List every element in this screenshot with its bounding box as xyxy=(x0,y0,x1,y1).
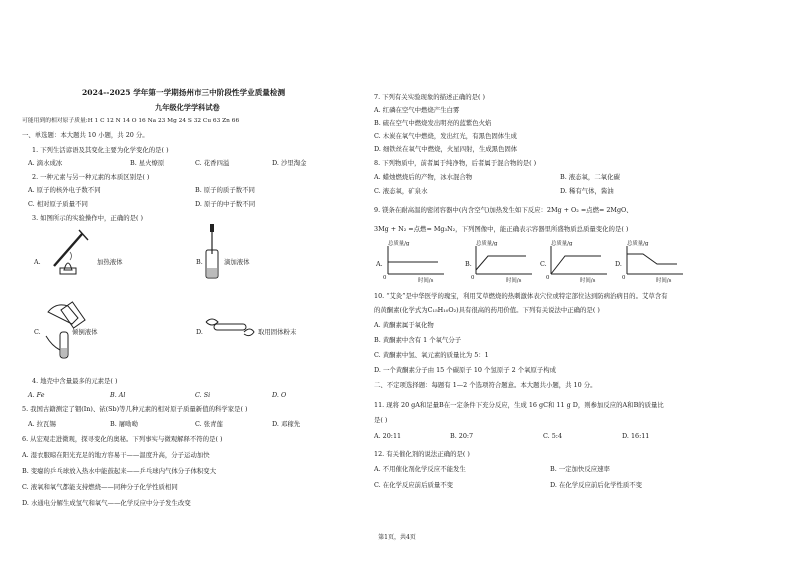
q1-option-a: A. 滴水成冰 xyxy=(28,159,63,167)
question-4: 4. 地壳中含量最多的元素是( ) xyxy=(32,377,118,385)
q4-option-c: C. Si xyxy=(195,391,211,399)
question-1: 1. 下列生活谚语及其变化主要为化学变化的是( ) xyxy=(32,146,169,154)
section-heading-2: 二、不定项选择题：每题有 1—2 个选项符合题意。本大题共小题，共 10 分。 xyxy=(374,381,597,389)
q5-option-d: D. 邓稼先 xyxy=(272,420,301,428)
question-9-line2: 3Mg + N₂ =点燃= Mg₃N₂，下列图像中，能正确表示容器里所盛物质总质量变化的是( ) xyxy=(374,225,629,233)
q8-option-a: A. 蜡烛燃烧后的产物，冰水混合物 xyxy=(374,173,473,181)
question-3: 3. 如图所示的实验操作中，正确的是( ) xyxy=(32,214,144,222)
q8-option-c: C. 液态氧，矿泉水 xyxy=(374,187,428,195)
q12-option-c: C. 在化学反应前后质量不变 xyxy=(374,481,454,489)
q7-option-a: A. 红磷在空气中燃烧产生白雾 xyxy=(374,106,460,114)
q12-option-b: B. 一定加快反应速率 xyxy=(550,465,610,473)
q9-graph-b-origin: 0 xyxy=(471,275,475,281)
q1-option-c: C. 花香四溢 xyxy=(195,159,230,167)
q4-option-a: A. Fe xyxy=(28,391,45,399)
q4-option-d: D. O xyxy=(272,391,287,399)
q12-option-a: A. 不用催化剂化学反应不能发生 xyxy=(374,465,466,473)
q7-option-c: C. 木炭在氧气中燃烧，发出红光，有黑色固体生成 xyxy=(374,132,517,140)
q9-graph-b-letter: B. xyxy=(465,260,472,268)
q9-graph-d-letter: D. xyxy=(615,260,622,268)
question-11-line1: 11. 现将 20 gA和足量B在一定条件下充分反应，生成 16 gC和 11 g D，则参加反应的A和B的质量比 xyxy=(374,401,664,409)
question-5: 5. 我国古籍测定了铟(In)、铱(Sb)等几种元素的相对原子质量新值的科学家是( ) xyxy=(22,405,248,413)
atomic-masses: 可能用到的相对原子质量:H 1 C 12 N 14 O 16 Na 23 Mg 24 S 32 Cu 63 Zn 66 xyxy=(22,118,240,124)
q9-graph-a-letter: A. xyxy=(376,260,383,268)
q3-option-a-label: 加热液体 xyxy=(97,258,123,266)
q8-option-b: B. 液态氧，二氧化碳 xyxy=(560,173,620,181)
exam-subtitle: 九年级化学学科试卷 xyxy=(155,103,220,112)
q9-graph-b-xlabel: 时间/s xyxy=(506,278,522,284)
question-2: 2. 一种元素与另一种元素的本质区别是( ) xyxy=(32,173,150,181)
q11-option-d: D. 16:11 xyxy=(622,432,650,440)
q9-graph-a-origin: 0 xyxy=(383,275,387,281)
q9-graph-b-ylabel: 总质量/g xyxy=(476,241,498,247)
q6-option-a: A. 湿衣服晾在阳光充足的地方容易干——温度升高，分子运动加快 xyxy=(22,451,210,459)
q3-option-a-letter: A. xyxy=(34,258,41,266)
question-11-line2: 是( ) xyxy=(374,416,388,424)
q3-option-c-letter: C. xyxy=(34,328,41,336)
q6-option-b: B. 变瘪的乒乓球放入热水中能鼓起来——乒乓球内气体分子体积变大 xyxy=(22,467,217,475)
heating-liquid-illustration xyxy=(46,226,94,276)
q1-option-d: D. 沙里淘金 xyxy=(272,159,307,167)
q9-graph-d-origin: 0 xyxy=(622,275,626,281)
q8-option-d: D. 稀有气体，酱油 xyxy=(560,187,614,195)
q5-option-c: C. 张青莲 xyxy=(195,420,223,428)
question-8: 8. 下列物质中，前者属于纯净物，后者属于混合物的是( ) xyxy=(374,159,537,167)
q3-option-b-label: 滴加液体 xyxy=(224,258,250,266)
section-heading: 一、单选题：本大题共 10 小题，共 20 分。 xyxy=(22,131,149,139)
q4-option-b: B. Al xyxy=(110,391,126,399)
q11-option-c: C. 5:4 xyxy=(543,432,563,440)
dropper-illustration xyxy=(202,224,222,280)
q9-graph-c-xlabel: 时间/s xyxy=(580,278,596,284)
q9-graph-a-xlabel: 时间/s xyxy=(418,278,434,284)
question-7: 7. 下列有关实验现象的描述正确的是( ) xyxy=(374,93,486,101)
q2-option-c: C. 相对原子质量不同 xyxy=(28,200,88,208)
q3-option-d-label: 取用固体粉末 xyxy=(258,328,297,336)
q3-option-d-letter: D. xyxy=(196,328,203,336)
q3-option-b-letter: B. xyxy=(196,258,203,266)
q10-option-d: D. 一个黄酮素分子由 15 个碳原子 10 个氢原子 2 个氧原子构成 xyxy=(374,366,557,374)
q6-option-d: D. 水通电分解生成氢气和氧气——化学反应中分子发生改变 xyxy=(22,499,191,507)
q2-option-a: A. 原子的核外电子数不同 xyxy=(28,186,101,194)
q1-option-b: B. 星火燎原 xyxy=(130,159,165,167)
q5-option-a: A. 拉瓦锡 xyxy=(28,420,56,428)
q12-option-d: D. 在化学反应前后化学性质不变 xyxy=(550,481,643,489)
q9-graph-c-origin: 0 xyxy=(546,275,550,281)
q5-option-b: B. 屠呦呦 xyxy=(110,420,138,428)
question-6: 6. 从宏观走进微观，探寻变化的奥秘。下列事实与微观解释不符的是( ) xyxy=(22,435,223,443)
question-12: 12. 有关催化剂的说法正确的是( ) xyxy=(374,450,470,458)
question-10-line2: 的黄酮素(化学式为C₁₅H₁₀O₂)具有很高的药用价值。下列有关说法中正确的是( ) xyxy=(374,306,600,314)
q2-option-b: B. 原子的质子数不同 xyxy=(195,186,255,194)
q10-option-c: C. 黄酮素中氢、氧元素的质量比为 5：1 xyxy=(374,351,489,359)
q3-option-c-label: 倾倒液体 xyxy=(72,328,98,336)
q6-option-c: C. 液氧和氧气都能支持燃烧——同种分子化学性质相同 xyxy=(22,483,178,491)
q9-graph-c-ylabel: 总质量/g xyxy=(551,241,573,247)
q10-option-a: A. 黄酮素属于氧化物 xyxy=(374,321,434,329)
q9-graph-b-axes xyxy=(474,246,534,278)
q2-option-d: D. 原子的中子数不同 xyxy=(195,200,256,208)
exam-title: 2024--2025 学年第一学期扬州市三中阶段性学业质量检测 xyxy=(82,88,286,97)
q9-graph-d-xlabel: 时间/s xyxy=(656,278,672,284)
question-9-line1: 9. 镁条在耐高温的密闭容器中(内含空气)加热发生如下反应：2Mg + O₂ =点燃= 2MgO、 xyxy=(374,206,633,214)
q11-option-a: A. 20:11 xyxy=(374,432,402,440)
question-10-line1: 10. “艾灸”是中华医学的瑰宝，利用艾草燃烧的热刺激体表穴位或特定部位达到防病治病目的。艾草含有 xyxy=(374,292,668,300)
q9-graph-c-letter: C. xyxy=(540,260,547,268)
q9-graph-d-ylabel: 总质量/g xyxy=(627,241,649,247)
q9-graph-d-axes xyxy=(625,246,685,278)
page-footer: 第1页，共4页 xyxy=(378,534,416,541)
q9-graph-c-axes xyxy=(549,246,609,278)
q9-graph-a-axes xyxy=(386,246,446,278)
q11-option-b: B. 20:7 xyxy=(450,432,474,440)
q10-option-b: B. 黄酮素中含有 1 个氧气分子 xyxy=(374,336,462,344)
q7-option-b: B. 硫在空气中燃烧发出明亮的蓝紫色火焰 xyxy=(374,119,492,127)
q9-graph-a-ylabel: 总质量/g xyxy=(388,241,410,247)
powder-sampling-illustration xyxy=(204,312,256,342)
q7-option-d: D. 细铁丝在氧气中燃烧，火星四射，生成黑色固体 xyxy=(374,145,518,153)
